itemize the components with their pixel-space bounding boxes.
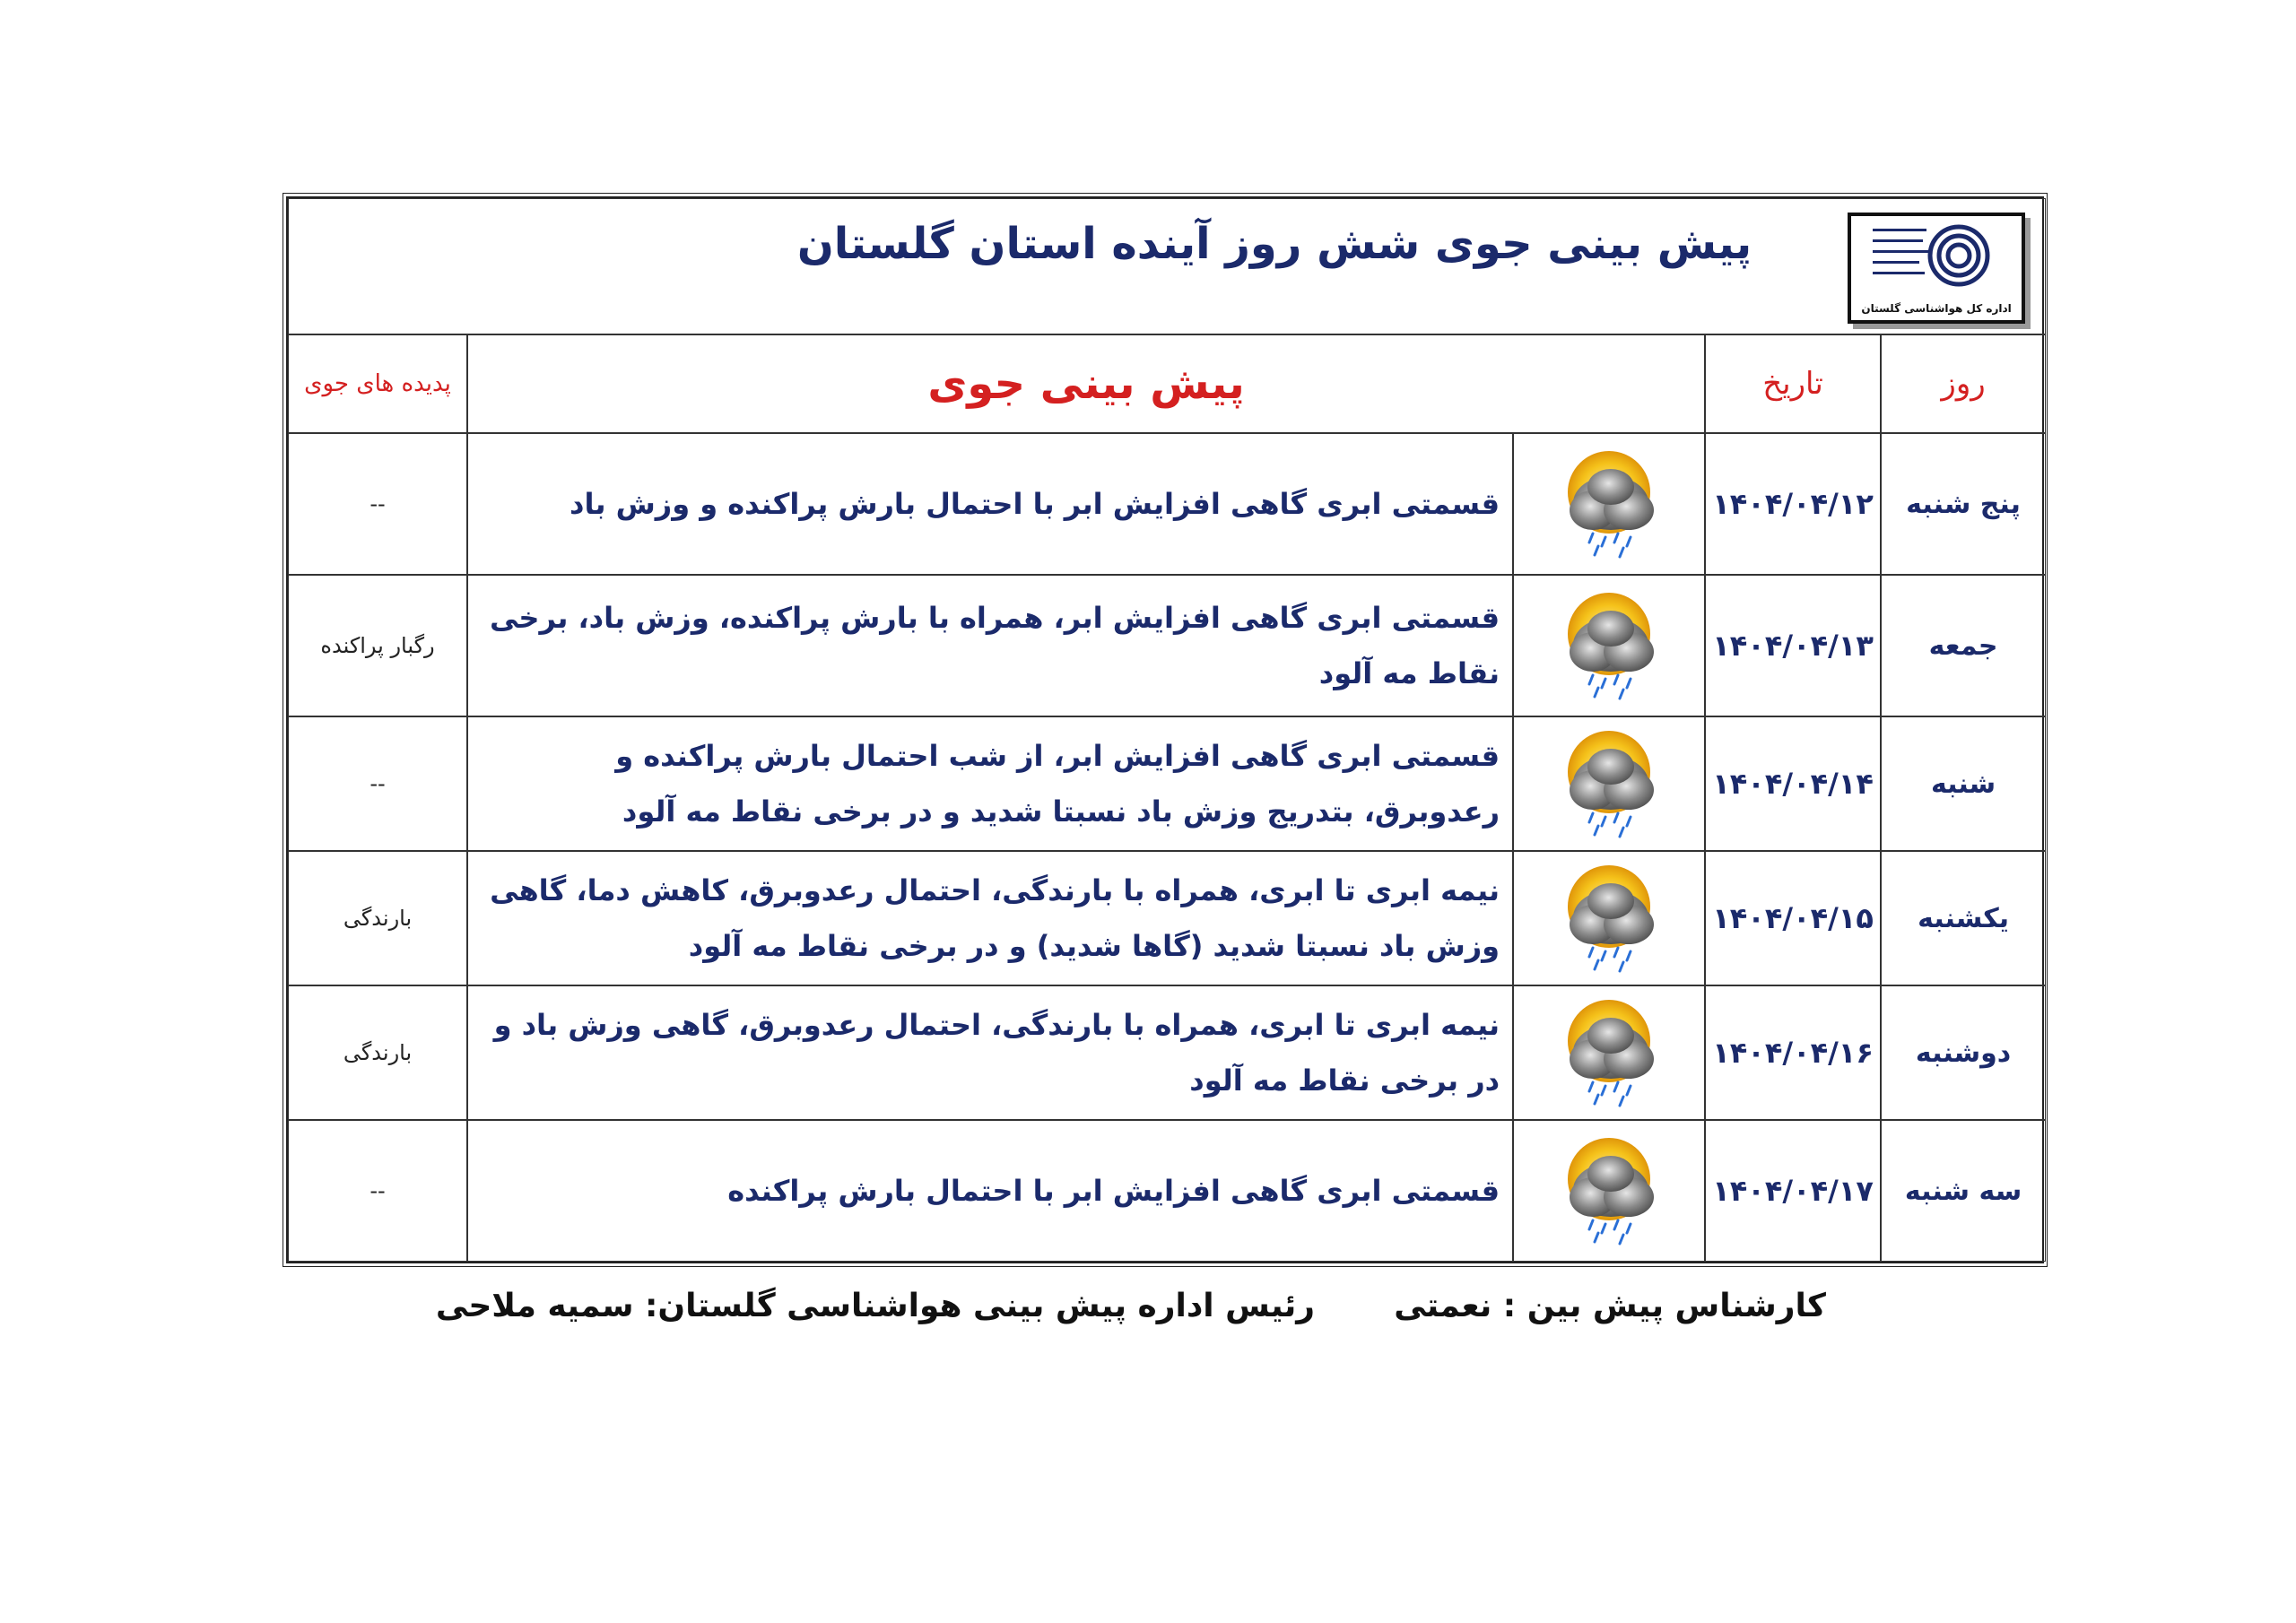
- date-cell: ۱۴۰۴/۰۴/۱۷: [1705, 1120, 1881, 1262]
- day-cell: شنبه: [1881, 716, 2046, 851]
- head-signature: رئیس اداره پیش بینی هواشناسی گلستان: سمیه ملاحی: [435, 1288, 1315, 1324]
- forecast-cell: قسمتی ابری گاهی افزایش ابر با احتمال بارش پراکنده: [467, 1120, 1513, 1262]
- date-cell: ۱۴۰۴/۰۴/۱۵: [1705, 851, 1881, 985]
- forecast-document: [286, 196, 2044, 1263]
- logo-caption: اداره کل هواشناسی گلستان: [1861, 302, 2012, 315]
- phenomena-cell: --: [288, 716, 467, 851]
- header-row: [288, 334, 2046, 433]
- forecast-table: [288, 198, 2046, 1262]
- date-cell: ۱۴۰۴/۰۴/۱۶: [1705, 985, 1881, 1120]
- phenomena-cell: بارندگی: [288, 985, 467, 1120]
- header-forecast: پیش بینی جوی: [467, 334, 1705, 433]
- cloud-sun-rain-icon: [1513, 716, 1705, 851]
- date-cell: ۱۴۰۴/۰۴/۱۲: [1705, 433, 1881, 575]
- date-cell: ۱۴۰۴/۰۴/۱۴: [1705, 716, 1881, 851]
- cloud-sun-rain-icon: [1513, 985, 1705, 1120]
- forecast-row: [288, 985, 2046, 1120]
- cloud-sun-rain-icon: [1513, 433, 1705, 575]
- forecast-cell: قسمتی ابری گاهی افزایش ابر با احتمال بارش پراکنده و وزش باد: [467, 433, 1513, 575]
- phenomena-cell: --: [288, 1120, 467, 1262]
- phenomena-cell: بارندگی: [288, 851, 467, 985]
- header-phenomena: پدیده های جوی: [288, 334, 467, 433]
- cloud-sun-rain-icon: [1513, 575, 1705, 716]
- day-cell: پنج شنبه: [1881, 433, 2046, 575]
- forecaster-signature: کارشناس پیش بین : نعمتی: [1394, 1288, 1826, 1324]
- forecast-row: [288, 575, 2046, 716]
- forecast-cell: نیمه ابری تا ابری، همراه با بارندگی، احتمال رعدوبرق، کاهش دما، گاهی وزش باد نسبتا شدید (گاها شدید) و در برخی نقاط مه آلود: [467, 851, 1513, 985]
- forecast-cell: قسمتی ابری گاهی افزایش ابر، همراه با بارش پراکنده، وزش باد، برخی نقاط مه آلود: [467, 575, 1513, 716]
- forecast-row: [288, 433, 2046, 575]
- title-row: [288, 198, 2046, 334]
- forecast-row: [288, 716, 2046, 851]
- page-title: پیش بینی جوی شش روز آینده استان گلستان: [796, 219, 1752, 269]
- forecast-cell: نیمه ابری تا ابری، همراه با بارندگی، احتمال رعدوبرق، گاهی وزش باد و در برخی نقاط مه آلود: [467, 985, 1513, 1120]
- forecast-cell: قسمتی ابری گاهی افزایش ابر، از شب احتمال بارش پراکنده و رعدوبرق، بتدریج وزش باد نسبتا شدید و در برخی نقاط مه آلود: [467, 716, 1513, 851]
- day-cell: جمعه: [1881, 575, 2046, 716]
- date-cell: ۱۴۰۴/۰۴/۱۳: [1705, 575, 1881, 716]
- forecast-row: [288, 1120, 2046, 1262]
- forecast-frame: [286, 196, 2044, 1263]
- phenomena-cell: --: [288, 433, 467, 575]
- day-cell: سه شنبه: [1881, 1120, 2046, 1262]
- day-cell: یکشنبه: [1881, 851, 2046, 985]
- cloud-sun-rain-icon: [1513, 851, 1705, 985]
- header-day: روز: [1881, 334, 2046, 433]
- cloud-sun-rain-icon: [1513, 1120, 1705, 1262]
- phenomena-cell: رگبار پراکنده: [288, 575, 467, 716]
- header-date: تاریخ: [1705, 334, 1881, 433]
- forecast-row: [288, 851, 2046, 985]
- day-cell: دوشنبه: [1881, 985, 2046, 1120]
